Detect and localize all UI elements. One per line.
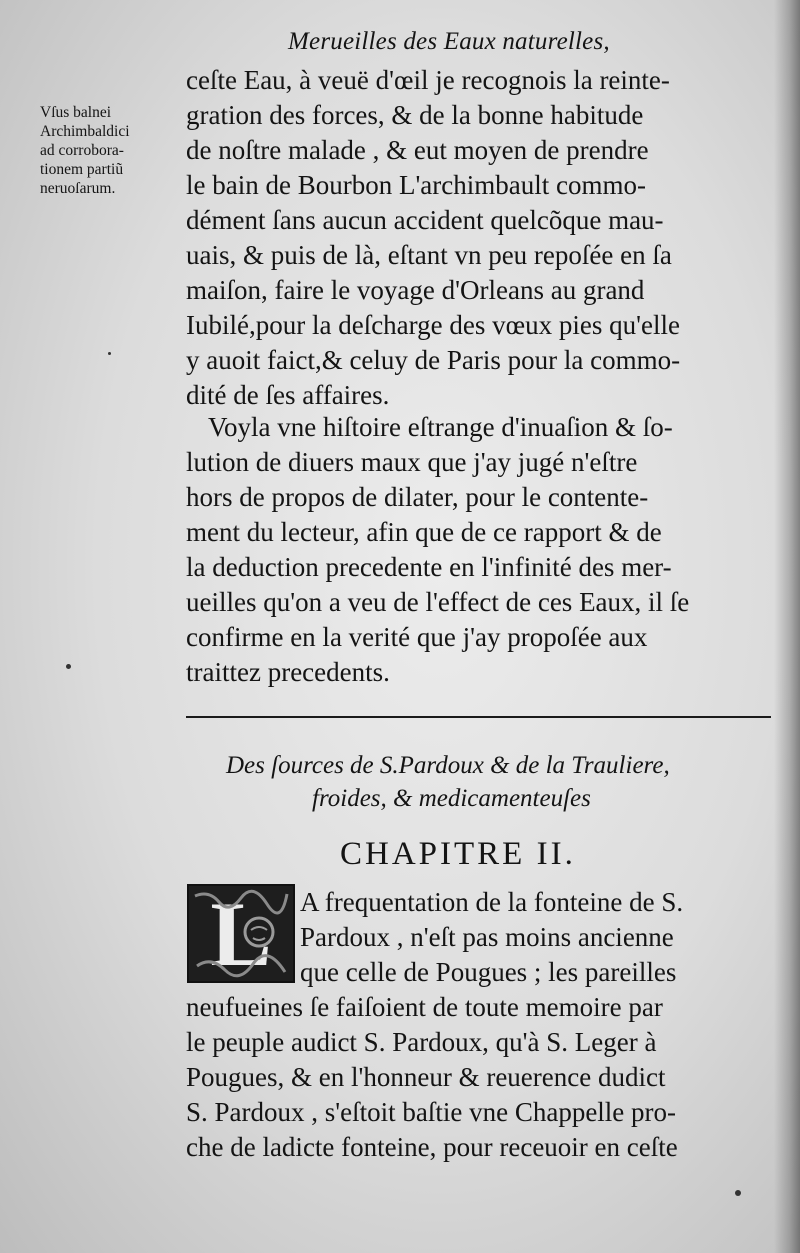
section-title-line: froides, & medicamenteuſes — [312, 785, 591, 812]
paper-speck — [66, 664, 71, 669]
body-line: la deduction precedente en l'infinité des mer- — [186, 552, 672, 582]
marginal-note-line: neruoſarum. — [40, 180, 116, 197]
body-line: dité de ſes affaires. — [186, 380, 390, 410]
body-line: le bain de Bourbon L'archimbault commo- — [186, 170, 646, 200]
body-line: traittez precedents. — [186, 657, 390, 687]
chapter-line: le peuple audict S. Pardoux, qu'à S. Leger à — [186, 1027, 657, 1057]
marginal-note-line: tionem partiũ — [40, 161, 124, 178]
paper-speck — [735, 1190, 741, 1196]
chapter-line: que celle de Pougues ; les pareilles — [300, 957, 677, 987]
body-line: ceſte Eau, à veuë d'œil je recognois la reinte- — [186, 65, 670, 95]
body-line: ueilles qu'on a veu de l'effect de ces Eaux, il ſe — [186, 587, 690, 617]
chapter-line: Pougues, & en l'honneur & reuerence dudict — [186, 1062, 666, 1092]
chapter-line: neufueines ſe faiſoient de toute memoire par — [186, 992, 663, 1022]
section-title-line: Des ſources de S.Pardoux & de la Trauliere, — [226, 752, 670, 779]
body-line: dément ſans aucun accident quelcõque mau- — [186, 205, 664, 235]
chapter-line: S. Pardoux , s'eſtoit baſtie vne Chappelle pro- — [186, 1097, 677, 1127]
running-head: Merueilles des Eaux naturelles, — [288, 28, 610, 55]
body-line: confirme en la verité que j'ay propoſée aux — [186, 622, 648, 652]
section-divider — [186, 716, 771, 718]
paper-speck — [108, 352, 111, 355]
chapter-line: Pardoux , n'eſt pas moins ancienne — [300, 922, 674, 952]
body-line: Voyla vne hiſtoire eſtrange d'inuaſion & ſo- — [208, 412, 673, 442]
decorated-initial-icon — [187, 884, 295, 983]
body-line: y auoit faict,& celuy de Paris pour la commo- — [186, 345, 681, 375]
chapter-heading: CHAPITRE II. — [340, 836, 576, 872]
body-line: hors de propos de dilater, pour le contente- — [186, 482, 649, 512]
body-line: gration des forces, & de la bonne habitude — [186, 100, 644, 130]
body-line: Iubilé,pour la deſcharge des vœux pies qu'elle — [186, 310, 680, 340]
body-line: ment du lecteur, afin que de ce rapport & de — [186, 517, 662, 547]
foliage-ornament-icon — [189, 886, 293, 981]
body-line: de noſtre malade , & eut moyen de prendre — [186, 135, 649, 165]
marginal-note-line: Archimbaldici — [40, 123, 130, 140]
body-line: lution de diuers maux que j'ay jugé n'eſtre — [186, 447, 638, 477]
body-line: uais, & puis de là, eſtant vn peu repoſée en ſa — [186, 240, 672, 270]
marginal-note-line: Vſus balnei — [40, 104, 112, 121]
marginal-note-line: ad corrobora- — [40, 142, 124, 159]
chapter-line: che de ladicte fonteine, pour receuoir en ceſte — [186, 1132, 678, 1162]
drop-cap-letter: L — [210, 884, 272, 983]
marginal-note — [40, 103, 130, 198]
page-gutter-shadow — [774, 0, 800, 1253]
chapter-line: A frequentation de la fonteine de S. — [300, 887, 684, 917]
body-line: maiſon, faire le voyage d'Orleans au grand — [186, 275, 645, 305]
